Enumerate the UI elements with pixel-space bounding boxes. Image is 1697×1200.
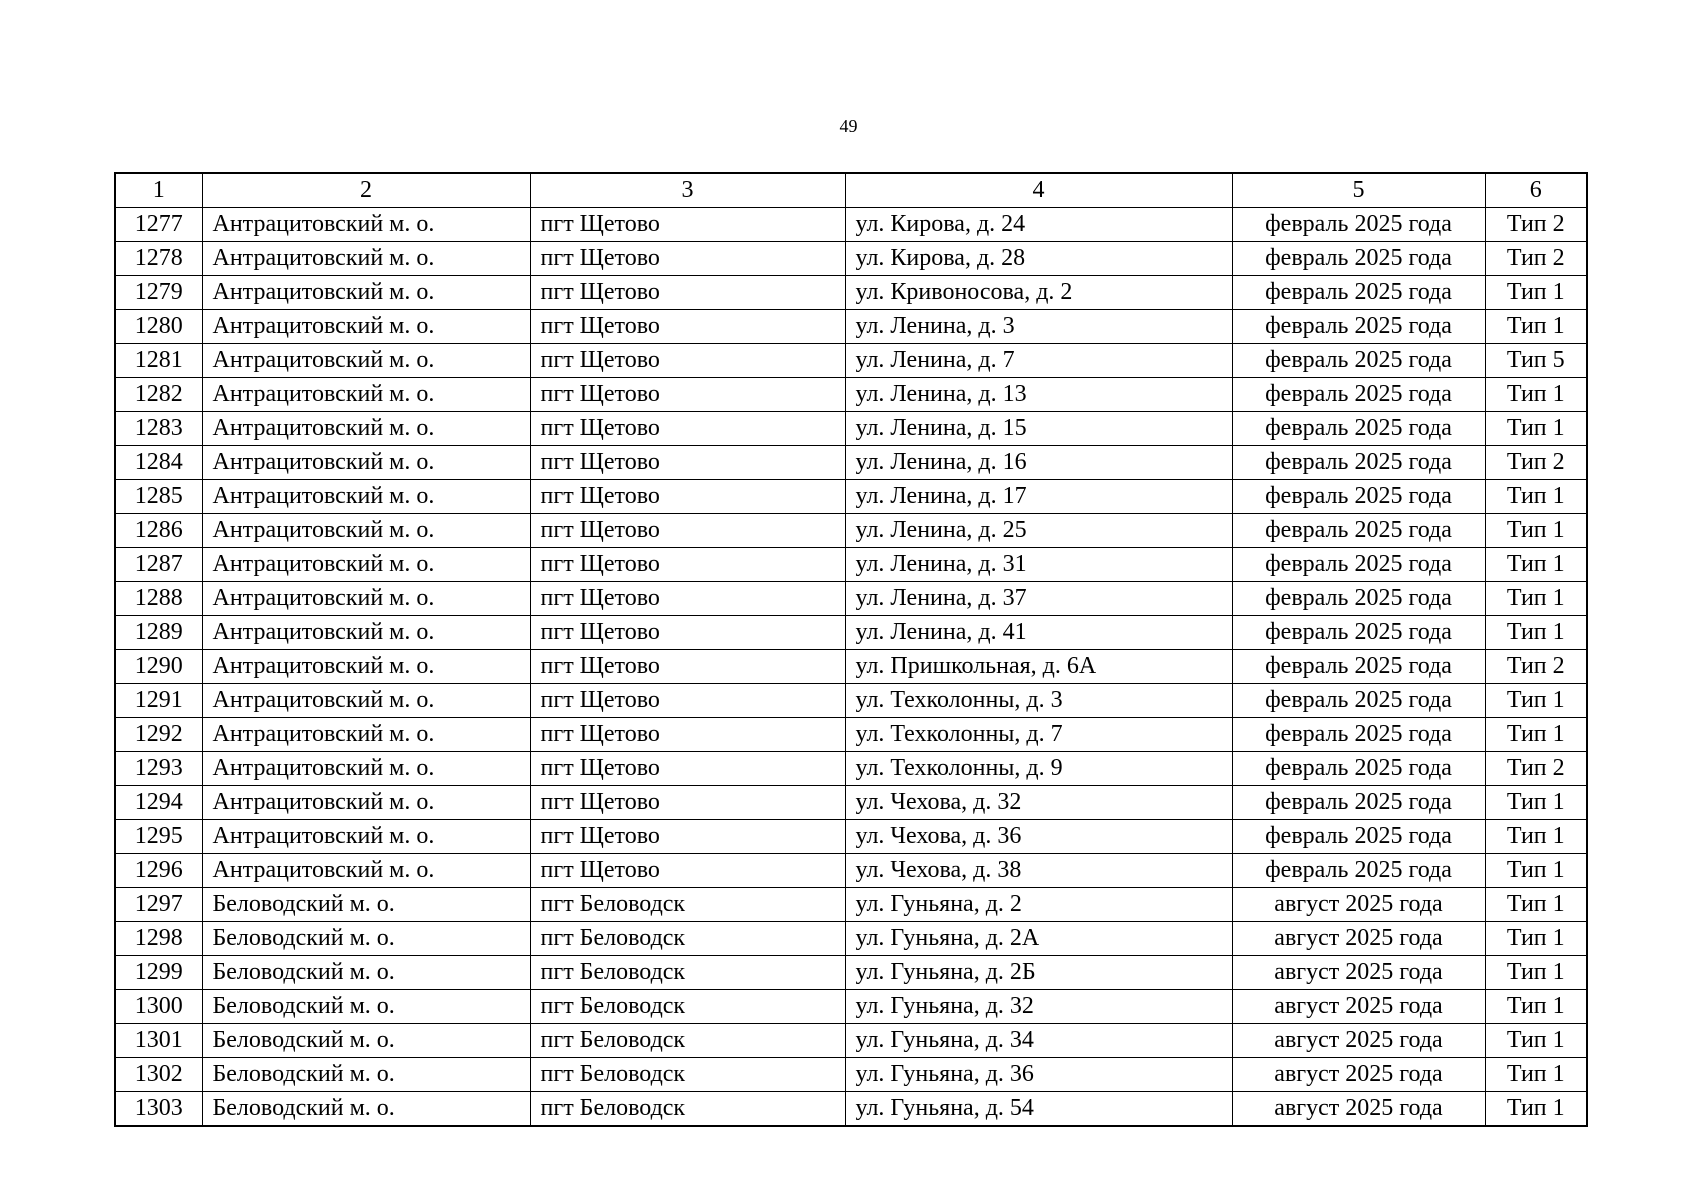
type-cell: Тип 1 bbox=[1485, 820, 1587, 854]
address-cell: ул. Гуньяна, д. 36 bbox=[845, 1058, 1232, 1092]
settlement-cell: пгт Щетово bbox=[530, 820, 845, 854]
row-number-cell: 1293 bbox=[115, 752, 202, 786]
type-cell: Тип 2 bbox=[1485, 208, 1587, 242]
date-cell: февраль 2025 года bbox=[1232, 514, 1485, 548]
row-number-cell: 1292 bbox=[115, 718, 202, 752]
date-cell: февраль 2025 года bbox=[1232, 718, 1485, 752]
date-cell: февраль 2025 года bbox=[1232, 820, 1485, 854]
municipality-cell: Антрацитовский м. о. bbox=[202, 310, 530, 344]
municipality-cell: Антрацитовский м. о. bbox=[202, 616, 530, 650]
address-cell: ул. Гуньяна, д. 2Б bbox=[845, 956, 1232, 990]
type-cell: Тип 1 bbox=[1485, 1024, 1587, 1058]
type-cell: Тип 1 bbox=[1485, 310, 1587, 344]
type-cell: Тип 1 bbox=[1485, 1058, 1587, 1092]
row-number-cell: 1291 bbox=[115, 684, 202, 718]
date-cell: февраль 2025 года bbox=[1232, 786, 1485, 820]
table-row bbox=[115, 378, 1587, 412]
municipality-cell: Антрацитовский м. о. bbox=[202, 718, 530, 752]
address-cell: ул. Ленина, д. 17 bbox=[845, 480, 1232, 514]
table-header-row bbox=[115, 173, 1587, 208]
table-row bbox=[115, 514, 1587, 548]
address-cell: ул. Ленина, д. 25 bbox=[845, 514, 1232, 548]
table-row bbox=[115, 752, 1587, 786]
settlement-cell: пгт Беловодск bbox=[530, 888, 845, 922]
table-row bbox=[115, 344, 1587, 378]
settlement-cell: пгт Щетово bbox=[530, 718, 845, 752]
type-cell: Тип 1 bbox=[1485, 888, 1587, 922]
settlement-cell: пгт Щетово bbox=[530, 650, 845, 684]
table-row bbox=[115, 582, 1587, 616]
row-number-cell: 1288 bbox=[115, 582, 202, 616]
type-cell: Тип 1 bbox=[1485, 616, 1587, 650]
row-number-cell: 1281 bbox=[115, 344, 202, 378]
municipality-cell: Беловодский м. о. bbox=[202, 1024, 530, 1058]
type-cell: Тип 2 bbox=[1485, 650, 1587, 684]
address-cell: ул. Ленина, д. 13 bbox=[845, 378, 1232, 412]
row-number-cell: 1297 bbox=[115, 888, 202, 922]
address-cell: ул. Чехова, д. 38 bbox=[845, 854, 1232, 888]
table-row bbox=[115, 786, 1587, 820]
address-cell: ул. Гуньяна, д. 2А bbox=[845, 922, 1232, 956]
address-cell: ул. Кирова, д. 28 bbox=[845, 242, 1232, 276]
date-cell: август 2025 года bbox=[1232, 888, 1485, 922]
table-row bbox=[115, 1024, 1587, 1058]
municipality-cell: Антрацитовский м. о. bbox=[202, 208, 530, 242]
settlement-cell: пгт Щетово bbox=[530, 616, 845, 650]
settlement-cell: пгт Щетово bbox=[530, 684, 845, 718]
table-row bbox=[115, 854, 1587, 888]
table-row bbox=[115, 276, 1587, 310]
row-number-cell: 1278 bbox=[115, 242, 202, 276]
table-row bbox=[115, 1092, 1587, 1127]
type-cell: Тип 1 bbox=[1485, 922, 1587, 956]
municipality-cell: Антрацитовский м. о. bbox=[202, 548, 530, 582]
settlement-cell: пгт Щетово bbox=[530, 548, 845, 582]
date-cell: август 2025 года bbox=[1232, 990, 1485, 1024]
row-number-cell: 1282 bbox=[115, 378, 202, 412]
type-cell: Тип 2 bbox=[1485, 242, 1587, 276]
address-cell: ул. Техколонны, д. 3 bbox=[845, 684, 1232, 718]
address-cell: ул. Гуньяна, д. 32 bbox=[845, 990, 1232, 1024]
settlement-cell: пгт Щетово bbox=[530, 786, 845, 820]
register-table bbox=[114, 172, 1588, 1127]
table-row bbox=[115, 718, 1587, 752]
table-row bbox=[115, 990, 1587, 1024]
table-row bbox=[115, 684, 1587, 718]
row-number-cell: 1283 bbox=[115, 412, 202, 446]
date-cell: февраль 2025 года bbox=[1232, 378, 1485, 412]
date-cell: август 2025 года bbox=[1232, 1058, 1485, 1092]
row-number-cell: 1302 bbox=[115, 1058, 202, 1092]
row-number-cell: 1286 bbox=[115, 514, 202, 548]
address-cell: ул. Ленина, д. 15 bbox=[845, 412, 1232, 446]
address-cell: ул. Гуньяна, д. 2 bbox=[845, 888, 1232, 922]
settlement-cell: пгт Щетово bbox=[530, 480, 845, 514]
row-number-cell: 1295 bbox=[115, 820, 202, 854]
settlement-cell: пгт Щетово bbox=[530, 344, 845, 378]
date-cell: август 2025 года bbox=[1232, 1092, 1485, 1127]
table-row bbox=[115, 446, 1587, 480]
settlement-cell: пгт Щетово bbox=[530, 242, 845, 276]
municipality-cell: Антрацитовский м. о. bbox=[202, 276, 530, 310]
settlement-cell: пгт Щетово bbox=[530, 752, 845, 786]
type-cell: Тип 5 bbox=[1485, 344, 1587, 378]
address-cell: ул. Техколонны, д. 7 bbox=[845, 718, 1232, 752]
date-cell: февраль 2025 года bbox=[1232, 650, 1485, 684]
date-cell: февраль 2025 года bbox=[1232, 854, 1485, 888]
row-number-cell: 1290 bbox=[115, 650, 202, 684]
municipality-cell: Антрацитовский м. о. bbox=[202, 854, 530, 888]
column-header: 3 bbox=[530, 173, 845, 208]
column-header: 2 bbox=[202, 173, 530, 208]
type-cell: Тип 1 bbox=[1485, 378, 1587, 412]
settlement-cell: пгт Щетово bbox=[530, 310, 845, 344]
settlement-cell: пгт Беловодск bbox=[530, 1092, 845, 1127]
row-number-cell: 1303 bbox=[115, 1092, 202, 1127]
address-cell: ул. Гуньяна, д. 34 bbox=[845, 1024, 1232, 1058]
address-cell: ул. Пришкольная, д. 6А bbox=[845, 650, 1232, 684]
municipality-cell: Антрацитовский м. о. bbox=[202, 446, 530, 480]
date-cell: февраль 2025 года bbox=[1232, 276, 1485, 310]
date-cell: февраль 2025 года bbox=[1232, 310, 1485, 344]
settlement-cell: пгт Щетово bbox=[530, 854, 845, 888]
type-cell: Тип 1 bbox=[1485, 548, 1587, 582]
date-cell: февраль 2025 года bbox=[1232, 446, 1485, 480]
type-cell: Тип 1 bbox=[1485, 480, 1587, 514]
municipality-cell: Антрацитовский м. о. bbox=[202, 786, 530, 820]
page-number: 49 bbox=[839, 116, 858, 136]
type-cell: Тип 1 bbox=[1485, 514, 1587, 548]
table-row bbox=[115, 208, 1587, 242]
municipality-cell: Беловодский м. о. bbox=[202, 1058, 530, 1092]
municipality-cell: Антрацитовский м. о. bbox=[202, 582, 530, 616]
municipality-cell: Беловодский м. о. bbox=[202, 888, 530, 922]
date-cell: август 2025 года bbox=[1232, 956, 1485, 990]
settlement-cell: пгт Щетово bbox=[530, 582, 845, 616]
municipality-cell: Беловодский м. о. bbox=[202, 956, 530, 990]
municipality-cell: Беловодский м. о. bbox=[202, 990, 530, 1024]
settlement-cell: пгт Щетово bbox=[530, 378, 845, 412]
date-cell: февраль 2025 года bbox=[1232, 480, 1485, 514]
row-number-cell: 1277 bbox=[115, 208, 202, 242]
table-row bbox=[115, 1058, 1587, 1092]
settlement-cell: пгт Щетово bbox=[530, 276, 845, 310]
row-number-cell: 1284 bbox=[115, 446, 202, 480]
date-cell: февраль 2025 года bbox=[1232, 208, 1485, 242]
type-cell: Тип 2 bbox=[1485, 752, 1587, 786]
type-cell: Тип 1 bbox=[1485, 956, 1587, 990]
type-cell: Тип 1 bbox=[1485, 718, 1587, 752]
settlement-cell: пгт Щетово bbox=[530, 412, 845, 446]
table-row bbox=[115, 616, 1587, 650]
date-cell: февраль 2025 года bbox=[1232, 752, 1485, 786]
address-cell: ул. Ленина, д. 16 bbox=[845, 446, 1232, 480]
row-number-cell: 1287 bbox=[115, 548, 202, 582]
municipality-cell: Антрацитовский м. о. bbox=[202, 684, 530, 718]
date-cell: февраль 2025 года bbox=[1232, 344, 1485, 378]
row-number-cell: 1280 bbox=[115, 310, 202, 344]
address-cell: ул. Кривоносова, д. 2 bbox=[845, 276, 1232, 310]
date-cell: февраль 2025 года bbox=[1232, 242, 1485, 276]
municipality-cell: Антрацитовский м. о. bbox=[202, 344, 530, 378]
column-header: 5 bbox=[1232, 173, 1485, 208]
settlement-cell: пгт Щетово bbox=[530, 208, 845, 242]
type-cell: Тип 1 bbox=[1485, 854, 1587, 888]
column-header: 4 bbox=[845, 173, 1232, 208]
date-cell: август 2025 года bbox=[1232, 1024, 1485, 1058]
table-row bbox=[115, 922, 1587, 956]
municipality-cell: Антрацитовский м. о. bbox=[202, 820, 530, 854]
table-row bbox=[115, 242, 1587, 276]
row-number-cell: 1285 bbox=[115, 480, 202, 514]
table-row bbox=[115, 820, 1587, 854]
address-cell: ул. Ленина, д. 31 bbox=[845, 548, 1232, 582]
type-cell: Тип 1 bbox=[1485, 684, 1587, 718]
settlement-cell: пгт Щетово bbox=[530, 514, 845, 548]
table-row bbox=[115, 650, 1587, 684]
municipality-cell: Беловодский м. о. bbox=[202, 922, 530, 956]
address-cell: ул. Чехова, д. 36 bbox=[845, 820, 1232, 854]
address-cell: ул. Чехова, д. 32 bbox=[845, 786, 1232, 820]
municipality-cell: Антрацитовский м. о. bbox=[202, 242, 530, 276]
row-number-cell: 1301 bbox=[115, 1024, 202, 1058]
municipality-cell: Беловодский м. о. bbox=[202, 1092, 530, 1127]
column-header: 1 bbox=[115, 173, 202, 208]
row-number-cell: 1299 bbox=[115, 956, 202, 990]
settlement-cell: пгт Беловодск bbox=[530, 922, 845, 956]
row-number-cell: 1279 bbox=[115, 276, 202, 310]
date-cell: февраль 2025 года bbox=[1232, 582, 1485, 616]
table-body bbox=[115, 208, 1587, 1127]
table-row bbox=[115, 956, 1587, 990]
address-cell: ул. Ленина, д. 7 bbox=[845, 344, 1232, 378]
table-row bbox=[115, 888, 1587, 922]
date-cell: февраль 2025 года bbox=[1232, 616, 1485, 650]
municipality-cell: Антрацитовский м. о. bbox=[202, 650, 530, 684]
address-cell: ул. Гуньяна, д. 54 bbox=[845, 1092, 1232, 1127]
type-cell: Тип 2 bbox=[1485, 446, 1587, 480]
date-cell: август 2025 года bbox=[1232, 922, 1485, 956]
row-number-cell: 1300 bbox=[115, 990, 202, 1024]
municipality-cell: Антрацитовский м. о. bbox=[202, 480, 530, 514]
settlement-cell: пгт Беловодск bbox=[530, 990, 845, 1024]
column-header: 6 bbox=[1485, 173, 1587, 208]
settlement-cell: пгт Беловодск bbox=[530, 1024, 845, 1058]
date-cell: февраль 2025 года bbox=[1232, 412, 1485, 446]
type-cell: Тип 1 bbox=[1485, 412, 1587, 446]
type-cell: Тип 1 bbox=[1485, 276, 1587, 310]
address-cell: ул. Ленина, д. 41 bbox=[845, 616, 1232, 650]
address-cell: ул. Кирова, д. 24 bbox=[845, 208, 1232, 242]
address-cell: ул. Ленина, д. 3 bbox=[845, 310, 1232, 344]
address-cell: ул. Техколонны, д. 9 bbox=[845, 752, 1232, 786]
table-row bbox=[115, 310, 1587, 344]
municipality-cell: Антрацитовский м. о. bbox=[202, 378, 530, 412]
municipality-cell: Антрацитовский м. о. bbox=[202, 752, 530, 786]
municipality-cell: Антрацитовский м. о. bbox=[202, 412, 530, 446]
row-number-cell: 1294 bbox=[115, 786, 202, 820]
type-cell: Тип 1 bbox=[1485, 1092, 1587, 1127]
table-row bbox=[115, 548, 1587, 582]
date-cell: февраль 2025 года bbox=[1232, 684, 1485, 718]
date-cell: февраль 2025 года bbox=[1232, 548, 1485, 582]
municipality-cell: Антрацитовский м. о. bbox=[202, 514, 530, 548]
settlement-cell: пгт Беловодск bbox=[530, 1058, 845, 1092]
settlement-cell: пгт Щетово bbox=[530, 446, 845, 480]
table-row bbox=[115, 412, 1587, 446]
row-number-cell: 1289 bbox=[115, 616, 202, 650]
type-cell: Тип 1 bbox=[1485, 582, 1587, 616]
address-cell: ул. Ленина, д. 37 bbox=[845, 582, 1232, 616]
table-row bbox=[115, 480, 1587, 514]
row-number-cell: 1296 bbox=[115, 854, 202, 888]
row-number-cell: 1298 bbox=[115, 922, 202, 956]
type-cell: Тип 1 bbox=[1485, 786, 1587, 820]
type-cell: Тип 1 bbox=[1485, 990, 1587, 1024]
settlement-cell: пгт Беловодск bbox=[530, 956, 845, 990]
